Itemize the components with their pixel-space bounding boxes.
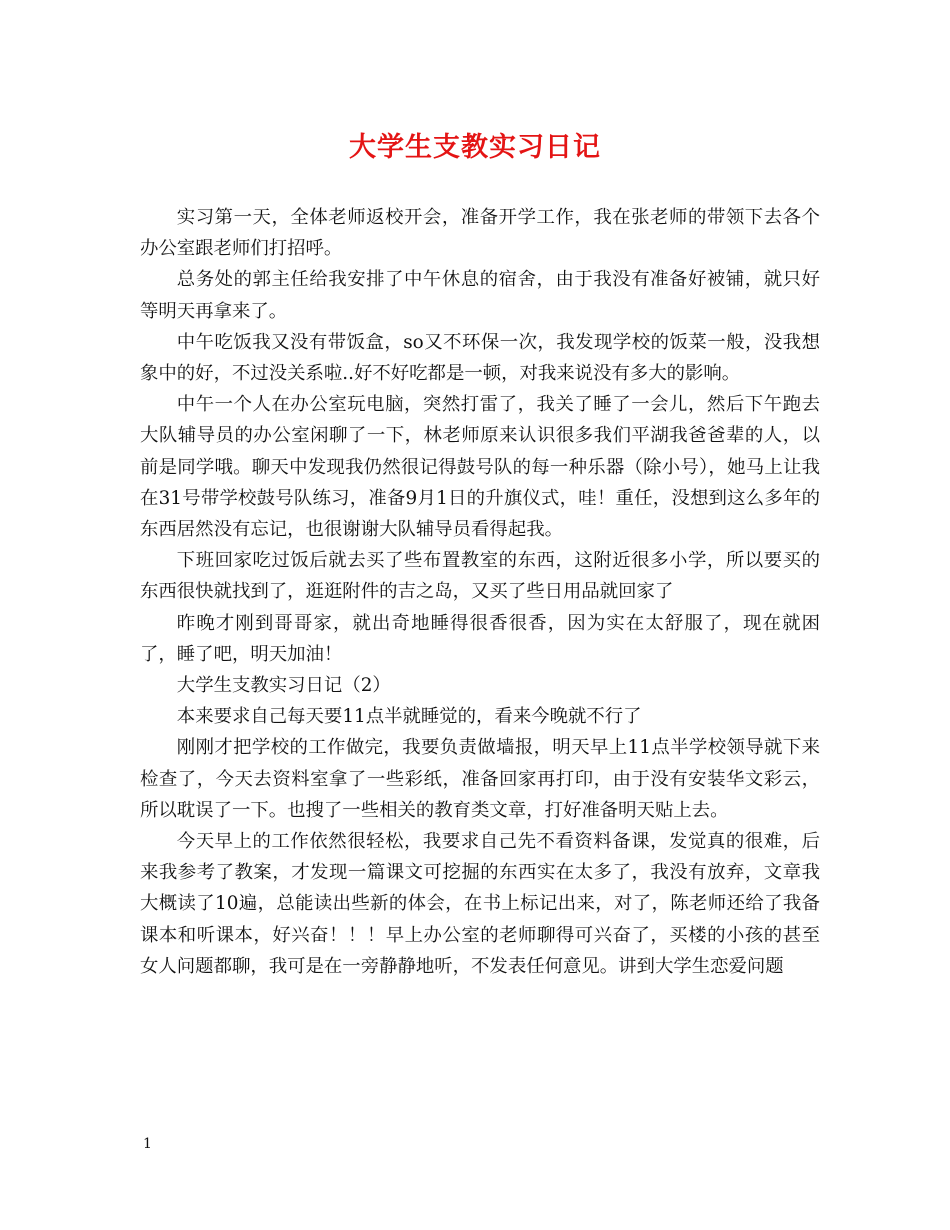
paragraph: 中午一个人在办公室玩电脑，突然打雷了，我关了睡了一会儿，然后下午跑去大队辅导员的办公室闲聊了一下，林老师原来认识很多我们平湖我爸爸辈的人，以前是同学哦。聊天中发现我仍然很记得鼓号队的每一种乐器（除小号），她马上让我在31号带学校鼓号队练习，准备9月1日的升旗仪式，哇！重任，没想到这么多年的东西居然没有忘记，也很谢谢大队辅导员看得起我。 bbox=[140, 394, 820, 541]
paragraph: 刚刚才把学校的工作做完，我要负责做墙报，明天早上11点半学校领导就下来检查了，今天去资料室拿了一些彩纸，准备回家再打印，由于没有安装华文彩云，所以耽误了一下。也搜了一些相关的教育类文章，打好准备明天贴上去。 bbox=[140, 737, 820, 821]
paragraph: 实习第一天，全体老师返校开会，准备开学工作，我在张老师的带领下去各个办公室跟老师们打招呼。 bbox=[140, 207, 820, 260]
document-body bbox=[140, 202, 820, 982]
page-number: 1 bbox=[143, 1136, 152, 1152]
section-heading: 大学生支教实习日记（2） bbox=[176, 675, 391, 697]
paragraph: 今天早上的工作依然很轻松，我要求自己先不看资料备课，发觉真的很难，后来我参考了教案，才发现一篇课文可挖掘的东西实在太多了，我没有放弃，文章我大概读了10遍，总能读出些新的体会，在书上标记出来，对了，陈老师还给了我备课本和听课本，好兴奋！！！早上办公室的老师聊得可兴奋了，买楼的小孩的甚至女人问题都聊，我可是在一旁静静地听，不发表任何意见。讲到大学生恋爱问题 bbox=[140, 831, 820, 977]
paragraph: 下班回家吃过饭后就去买了些布置教室的东西，这附近很多小学，所以要买的东西很快就找到了，逛逛附件的吉之岛，又买了些日用品就回家了 bbox=[140, 550, 820, 603]
paragraph: 中午吃饭我又没有带饭盒，so又不环保一次，我发现学校的饭菜一般，没我想象中的好，不过没关系啦..好不好吃都是一顿，对我来说没有多大的影响。 bbox=[140, 331, 820, 385]
paragraph: 本来要求自己每天要11点半就睡觉的，看来今晚就不行了 bbox=[176, 706, 642, 728]
paragraph: 总务处的郭主任给我安排了中午休息的宿舍，由于我没有准备好被铺，就只好等明天再拿来了。 bbox=[140, 269, 820, 322]
paragraph: 昨晚才刚到哥哥家，就出奇地睡得很香很香，因为实在太舒服了，现在就困了，睡了吧，明天加油！ bbox=[140, 612, 820, 665]
document-title: 大学生支教实习日记 bbox=[349, 132, 601, 163]
